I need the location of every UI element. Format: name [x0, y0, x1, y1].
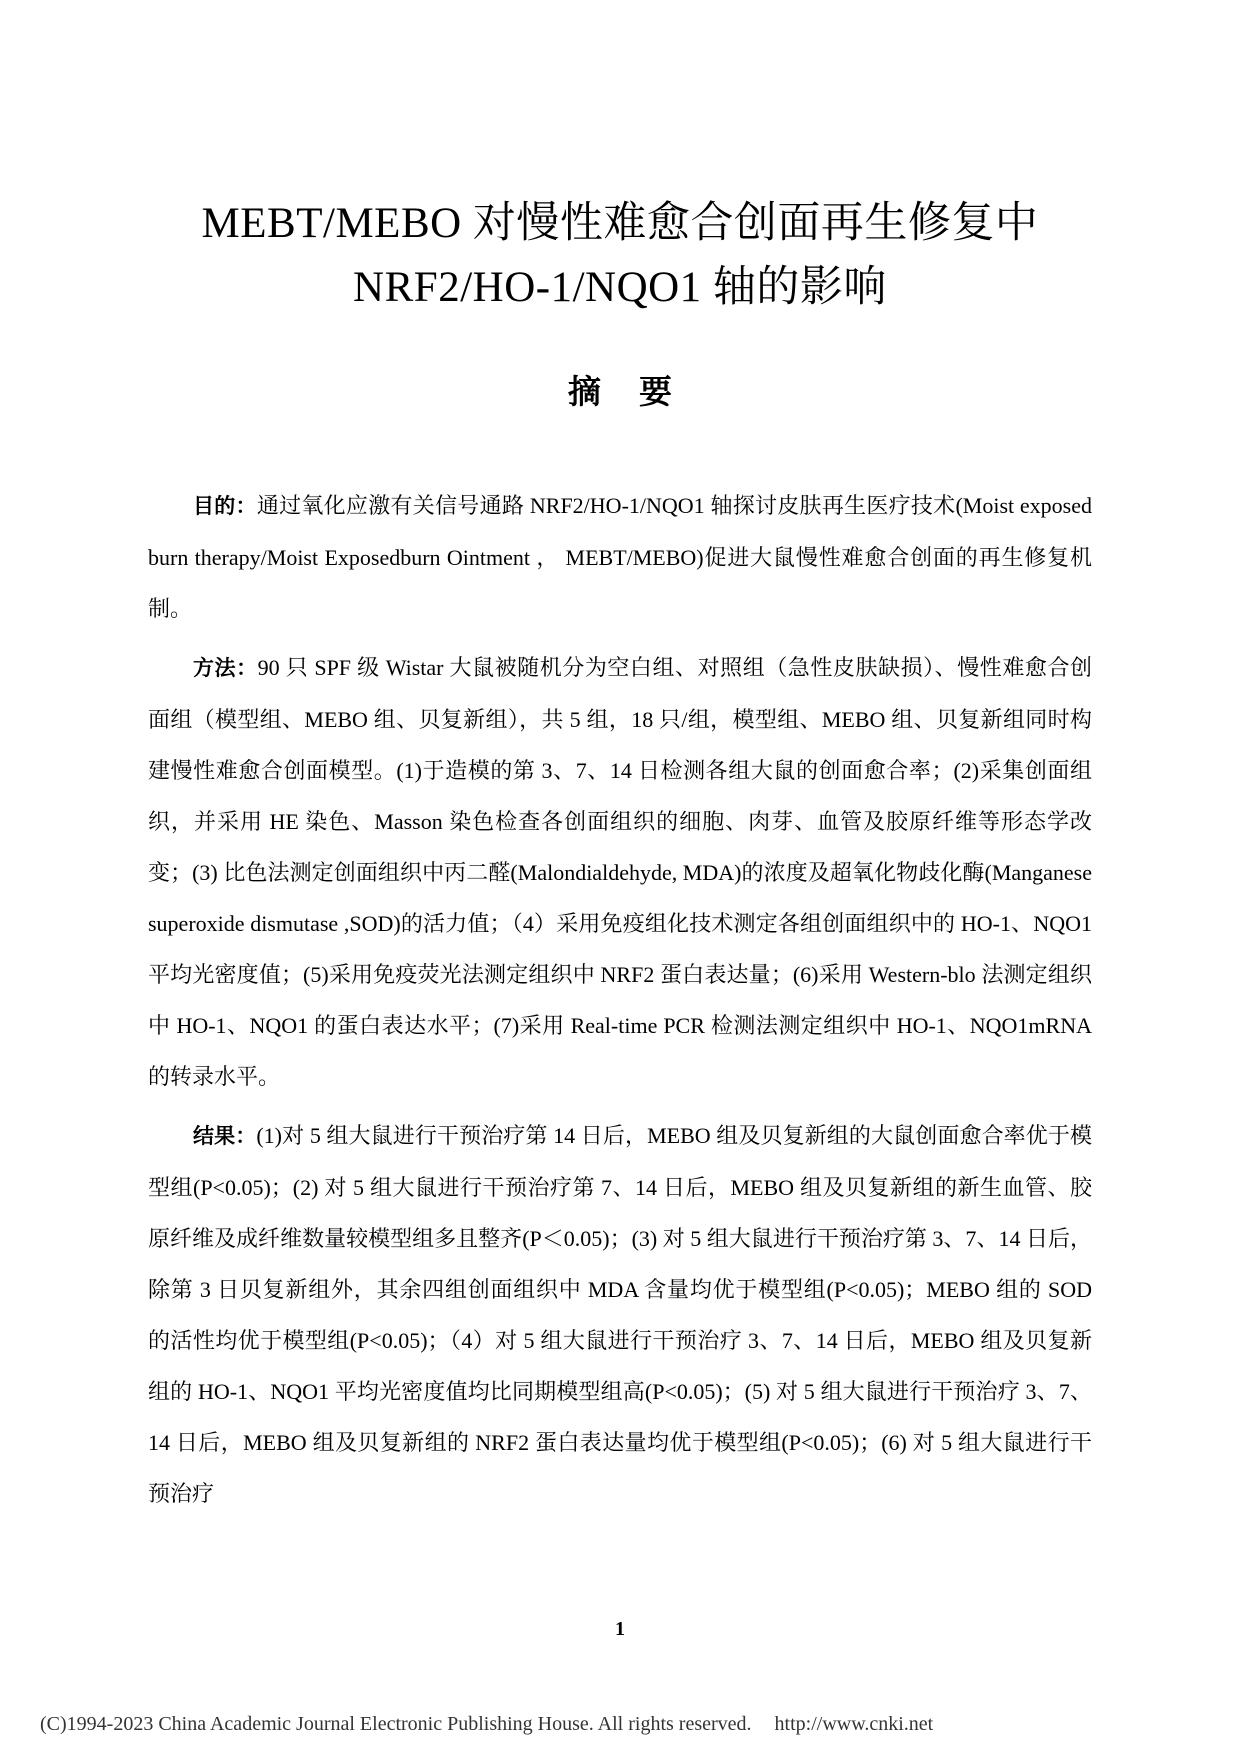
method-paragraph	[148, 642, 1092, 1102]
abstract-body	[148, 480, 1092, 1527]
paper-title	[120, 192, 1120, 320]
result-paragraph	[148, 1110, 1092, 1519]
purpose-text: 通过氧化应激有关信号通路 NRF2/HO-1/NQO1 轴探讨皮肤再生医疗技术(Moist exposed burn therapy/Moist Exposedburn Ointment ， MEBT/MEBO)促进大鼠慢性难愈合创面的再生修复机制。	[148, 493, 1092, 621]
purpose-label: 目的：	[193, 494, 257, 518]
title-line-2: NRF2/HO-1/NQO1 轴的影响	[353, 264, 887, 311]
cnki-link[interactable]: http://www.cnki.net	[774, 1713, 934, 1735]
copyright-text: (C)1994-2023 China Academic Journal Electronic Publishing House. All rights reserved.	[40, 1713, 752, 1735]
abstract-heading: 摘要	[568, 372, 710, 411]
result-label: 结果：	[193, 1124, 257, 1148]
result-text: (1)对 5 组大鼠进行干预治疗第 14 日后，MEBO 组及贝复新组的大鼠创面愈合率优于模型组(P<0.05)；(2) 对 5 组大鼠进行干预治疗第 7、14 日后，MEBO 组及贝复新组的新生血管、胶原纤维及成纤维数量较模型组多且整齐(P＜0.05)；(3) 对 5 组大鼠进行干预治疗第 3、7、14 日后，除第 3 日贝复新组外，其余四组创面组织中 MDA 含量均优于模型组(P<0.05)；MEBO 组的 SOD 的活性均优于模型组(P<0.05)；（4）对 5 组大鼠进行干预治疗 3、7、14 日后，MEBO 组及贝复新组的 HO-1、NQO1 平均光密度值均比同期模型组高(P<0.05)；(5) 对 5 组大鼠进行干预治疗 3、7、14 日后，MEBO 组及贝复新组的 NRF2 蛋白表达量均优于模型组(P<0.05)；(6) 对 5 组大鼠进行干预治疗	[148, 1123, 1093, 1506]
cnki-footer	[40, 1713, 1210, 1736]
page-number: 1	[615, 1618, 625, 1640]
purpose-paragraph	[148, 480, 1092, 634]
title-line-1: MEBT/MEBO 对慢性难愈合创面再生修复中	[201, 200, 1039, 247]
method-label: 方法：	[193, 656, 258, 680]
method-text: 90 只 SPF 级 Wistar 大鼠被随机分为空白组、对照组（急性皮肤缺损）、慢性难愈合创面组（模型组、MEBO 组、贝复新组），共 5 组，18 只/组，模型组、MEBO 组、贝复新组同时构建慢性难愈合创面模型。(1)于造模的第 3、7、14 日检测各组大鼠的创面愈合率；(2)采集创面组织，并采用 HE 染色、Masson 染色检查各创面组织的细胞、肉芽、血管及胶原纤维等形态学改变；(3) 比色法测定创面组织中丙二醛(Malondialdehyde, MDA)的浓度及超氧化物歧化酶(Manganese superoxide dismutase ,SOD)的活力值；（4）采用免疫组化技术测定各组创面组织中的 HO-1、NQO1 平均光密度值；(5)采用免疫荧光法测定组织中 NRF2 蛋白表达量；(6)采用 Western-blo 法测定组织中 HO-1、NQO1 的蛋白表达水平；(7)采用 Real-time PCR 检测法测定组织中 HO-1、NQO1mRNA 的转录水平。	[148, 655, 1092, 1089]
